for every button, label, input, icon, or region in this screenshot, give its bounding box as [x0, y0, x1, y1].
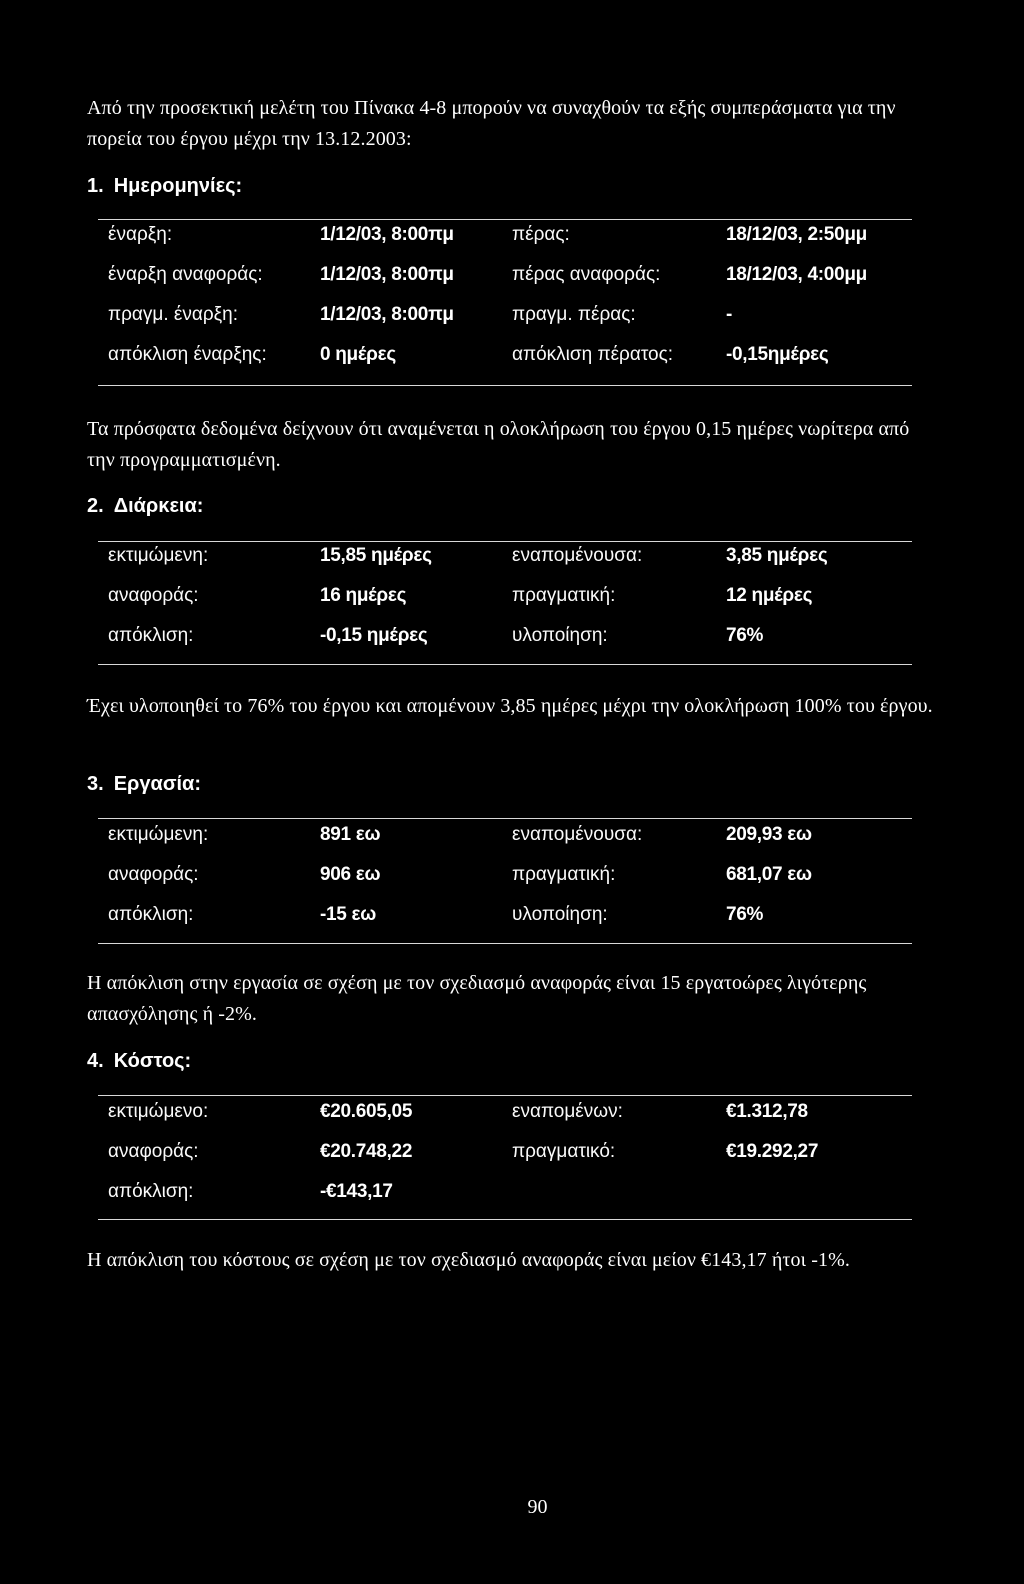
intro-paragraph: Από την προσεκτική μελέτη του Πίνακα 4-8 μπορούν να συναχθούν τα εξής συμπεράσματα για την πορεία του έργου μέχρι την 13.12.2003: [87, 97, 896, 150]
label-cell: αναφοράς: [108, 864, 199, 885]
section-heading-duration [87, 491, 203, 522]
value-cell: -15 εω [320, 904, 377, 925]
section-title: Ημερομηνίες: [113, 175, 243, 197]
label-cell: εκτιμώμενο: [108, 1101, 209, 1122]
label-cell: εναπομένων: [512, 1101, 623, 1122]
label-cell: υλοποίηση: [512, 904, 608, 925]
dates-table [108, 218, 918, 378]
label-cell: απόκλιση πέρατος: [512, 344, 674, 365]
table-row [108, 619, 918, 659]
label-cell: πραγματική: [512, 585, 616, 606]
table-bottom-rule [98, 943, 912, 944]
value-cell: 15,85 ημέρες [320, 545, 432, 566]
value-cell: 0 ημέρες [320, 344, 396, 365]
table-bottom-rule [98, 664, 912, 665]
value-cell: 76% [726, 625, 764, 646]
value-cell: - [726, 304, 733, 325]
value-cell: 906 εω [320, 864, 381, 885]
value-cell: €19.292,27 [726, 1141, 819, 1162]
duration-summary: Έχει υλοποιηθεί το 76% του έργου και απομένουν 3,85 ημέρες μέχρι την ολοκλήρωση 100% του έργου. [87, 695, 933, 717]
value-cell: 18/12/03, 2:50μμ [726, 224, 867, 245]
section-number: 2. [87, 495, 104, 517]
label-cell: εκτιμώμενη: [108, 824, 209, 845]
table-row [108, 539, 918, 579]
section-number: 3. [87, 773, 104, 795]
value-cell: 1/12/03, 8:00πμ [320, 304, 454, 325]
table-bottom-rule [98, 385, 912, 386]
duration-table [108, 539, 918, 659]
label-cell: αναφοράς: [108, 1141, 199, 1162]
dates-summary: Τα πρόσφατα δεδομένα δείχνουν ότι αναμένεται η ολοκλήρωση του έργου 0,15 ημέρες νωρίτερα από την προγραμματισμένη. [87, 418, 910, 471]
cost-summary: Η απόκλιση του κόστους σε σχέση με τον σχεδιασμό αναφοράς είναι μείον €143,17 ήτοι -1%. [87, 1249, 850, 1271]
value-cell: 1/12/03, 8:00πμ [320, 264, 454, 285]
section-heading-work [87, 769, 201, 800]
value-cell: 209,93 εω [726, 824, 812, 845]
value-cell: 3,85 ημέρες [726, 545, 828, 566]
label-cell: έναρξη: [108, 224, 173, 245]
value-cell: 18/12/03, 4:00μμ [726, 264, 867, 285]
label-cell: πέρας αναφοράς: [512, 264, 661, 285]
label-cell: πέρας: [512, 224, 570, 245]
value-cell: 12 ημέρες [726, 585, 813, 606]
section-heading-cost [87, 1046, 191, 1077]
value-cell: €20.605,05 [320, 1101, 413, 1122]
table-row [108, 338, 918, 378]
value-cell: 16 ημέρες [320, 585, 407, 606]
table-row [108, 579, 918, 619]
table-row [108, 858, 918, 898]
section-title: Διάρκεια: [113, 495, 204, 517]
table-row [108, 898, 918, 938]
table-row [108, 1175, 918, 1215]
section-number: 1. [87, 175, 104, 197]
label-cell: απόκλιση: [108, 904, 194, 925]
value-cell: €1.312,78 [726, 1101, 808, 1122]
section-heading-dates [87, 171, 242, 202]
table-row [108, 1095, 918, 1135]
label-cell: πραγμ. έναρξη: [108, 304, 239, 325]
label-cell: πραγματική: [512, 864, 616, 885]
label-cell: απόκλιση έναρξης: [108, 344, 267, 365]
label-cell: πραγματικό: [512, 1141, 616, 1162]
value-cell: 891 εω [320, 824, 381, 845]
label-cell: εναπομένουσα: [512, 545, 643, 566]
section-number: 4. [87, 1050, 104, 1072]
table-row [108, 1135, 918, 1175]
page-number: 90 [527, 1496, 548, 1518]
work-table [108, 818, 918, 938]
label-cell: εναπομένουσα: [512, 824, 643, 845]
label-cell: απόκλιση: [108, 625, 194, 646]
value-cell: 76% [726, 904, 764, 925]
section-title: Κόστος: [113, 1050, 192, 1072]
value-cell: €20.748,22 [320, 1141, 413, 1162]
label-cell: έναρξη αναφοράς: [108, 264, 263, 285]
table-row [108, 818, 918, 858]
label-cell: απόκλιση: [108, 1181, 194, 1202]
label-cell: πραγμ. πέρας: [512, 304, 636, 325]
value-cell: -0,15ημέρες [726, 344, 829, 365]
value-cell: 681,07 εω [726, 864, 812, 885]
table-bottom-rule [98, 1219, 912, 1220]
work-summary: Η απόκλιση στην εργασία σε σχέση με τον σχεδιασμό αναφοράς είναι 15 εργατοώρες λιγότερης απασχόλησης ή -2%. [87, 972, 867, 1025]
value-cell: -€143,17 [320, 1181, 393, 1202]
label-cell: εκτιμώμενη: [108, 545, 209, 566]
label-cell: αναφοράς: [108, 585, 199, 606]
table-row [108, 258, 918, 298]
value-cell: -0,15 ημέρες [320, 625, 428, 646]
table-row [108, 298, 918, 338]
label-cell: υλοποίηση: [512, 625, 608, 646]
table-row [108, 218, 918, 258]
section-title: Εργασία: [113, 773, 202, 795]
value-cell: 1/12/03, 8:00πμ [320, 224, 454, 245]
cost-table [108, 1095, 918, 1215]
